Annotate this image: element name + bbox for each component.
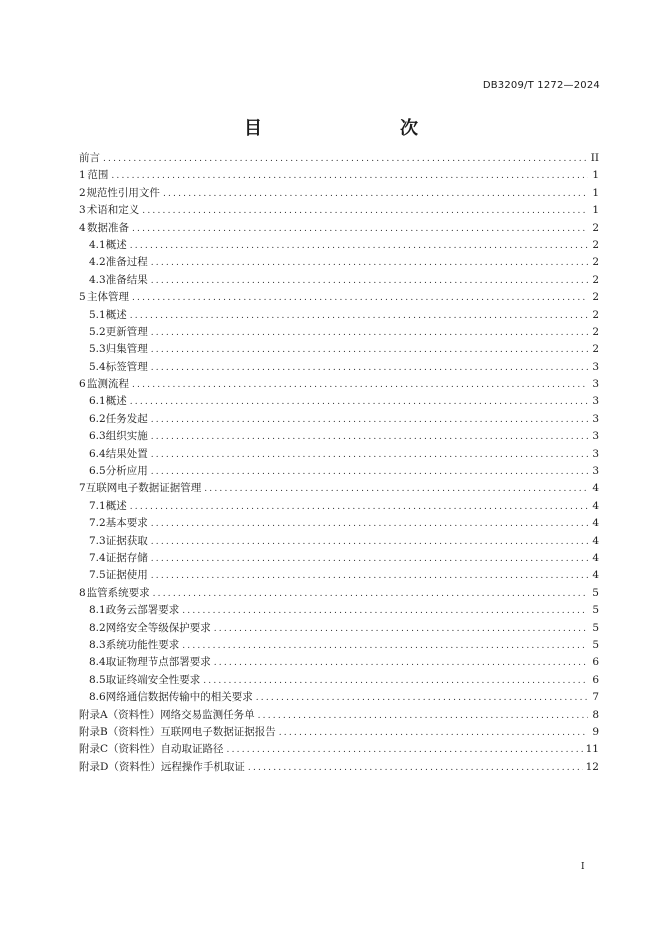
toc-entry[interactable] <box>79 602 599 619</box>
toc-entry-title: 归集管理 <box>105 343 148 356</box>
toc-entry-title: 取证物理节点部署要求 <box>105 656 211 669</box>
toc-entry-page: 4 <box>592 482 599 495</box>
toc-entry[interactable] <box>79 620 599 637</box>
toc-entry[interactable] <box>79 724 599 741</box>
toc-entry[interactable] <box>79 220 599 237</box>
toc-entry-page: 3 <box>592 378 599 391</box>
toc-entry-page: 5 <box>592 621 599 634</box>
toc-entry-title: 更新管理 <box>105 325 148 338</box>
toc-leader-dots <box>182 641 588 651</box>
toc-entry-number: 5.4 <box>89 360 106 373</box>
toc-entry[interactable] <box>79 689 599 706</box>
toc-entry-page: 2 <box>592 221 599 234</box>
toc-entry-number: 4.2 <box>89 256 106 269</box>
toc-entry-page: 9 <box>592 725 599 738</box>
toc-entry[interactable] <box>79 185 599 202</box>
toc-entry-page: 3 <box>592 430 599 443</box>
toc-entry-title: 概述 <box>105 395 127 408</box>
toc-entry-number: 3 <box>79 204 86 217</box>
toc-entry-number: 附录A（资料性） <box>79 708 161 721</box>
page-title: 目 次 <box>244 118 452 139</box>
toc-entry-title: 准备结果 <box>105 273 148 286</box>
toc-entry-page: 12 <box>585 760 599 773</box>
toc-leader-dots <box>130 502 588 512</box>
toc-entry-page: 3 <box>592 395 599 408</box>
toc-leader-dots <box>151 571 588 581</box>
toc-leader-dots <box>248 763 583 773</box>
toc-leader-dots <box>111 171 588 181</box>
toc-entry-title: 分析应用 <box>105 465 148 478</box>
toc-entry-title: 网络通信数据传输中的相关要求 <box>105 691 253 704</box>
toc-entry[interactable] <box>79 550 599 567</box>
table-of-contents <box>79 150 599 776</box>
toc-leader-dots <box>142 206 588 216</box>
toc-leader-dots <box>151 276 588 286</box>
toc-entry-title: 互联网电子数据证据管理 <box>85 482 202 495</box>
toc-entry-page: 2 <box>592 273 599 286</box>
toc-leader-dots <box>163 189 588 199</box>
toc-entry-title: 自动取证路径 <box>160 743 224 756</box>
toc-entry-title: 系统功能性要求 <box>105 638 180 651</box>
toc-entry[interactable] <box>79 202 599 219</box>
toc-entry-number: 6 <box>79 378 86 391</box>
toc-entry-page: 1 <box>592 169 599 182</box>
toc-leader-dots <box>151 450 588 460</box>
toc-entry[interactable] <box>79 167 599 184</box>
toc-leader-dots <box>103 154 588 164</box>
toc-leader-dots <box>151 467 588 477</box>
toc-entry[interactable] <box>79 411 599 428</box>
toc-entry-number: 7.4 <box>89 551 106 564</box>
toc-entry-page: 2 <box>592 308 599 321</box>
toc-entry-number: 5.2 <box>89 325 106 338</box>
toc-entry[interactable] <box>79 463 599 480</box>
toc-entry[interactable] <box>79 498 599 515</box>
toc-entry-title: 概述 <box>105 499 127 512</box>
toc-entry-title: 准备过程 <box>105 256 148 269</box>
toc-entry-number: 7.1 <box>89 499 106 512</box>
toc-entry-number: 6.2 <box>89 412 106 425</box>
toc-leader-dots <box>153 589 588 599</box>
toc-entry-page: 4 <box>592 499 599 512</box>
toc-entry-number: 附录C（资料性） <box>79 743 161 756</box>
toc-leader-dots <box>151 345 588 355</box>
toc-entry-page: 4 <box>592 551 599 564</box>
toc-entry-title: 数据准备 <box>86 221 129 234</box>
page-number: I <box>581 862 585 872</box>
toc-entry-number: 5.1 <box>89 308 106 321</box>
toc-entry-number: 4 <box>79 221 86 234</box>
toc-entry-title: 规范性引用文件 <box>86 186 160 199</box>
toc-entry-title: 术语和定义 <box>86 204 140 217</box>
toc-entry-title: 监管系统要求 <box>86 586 150 599</box>
toc-entry-page: 3 <box>592 465 599 478</box>
toc-entry[interactable] <box>79 272 599 289</box>
toc-entry-page: 11 <box>585 743 599 756</box>
toc-leader-dots <box>227 745 583 755</box>
toc-entry-number: 8.1 <box>89 604 106 617</box>
toc-entry-number: 附录B（资料性） <box>79 725 161 738</box>
toc-entry-number: 附录D（资料性） <box>79 760 161 773</box>
toc-entry-number: 6.4 <box>89 447 106 460</box>
toc-entry-title: 标签管理 <box>105 360 148 373</box>
toc-entry-title: 网络交易监测任务单 <box>160 708 255 721</box>
toc-leader-dots <box>214 624 588 634</box>
toc-entry[interactable] <box>79 741 599 758</box>
toc-entry-page: 1 <box>592 186 599 199</box>
toc-entry[interactable] <box>79 359 599 376</box>
toc-entry[interactable] <box>79 307 599 324</box>
toc-entry-page: 6 <box>592 656 599 669</box>
toc-entry[interactable] <box>79 376 599 393</box>
toc-entry-number: 8.3 <box>89 638 106 651</box>
toc-entry[interactable] <box>79 324 599 341</box>
toc-entry-page: 5 <box>592 638 599 651</box>
toc-entry-number: 6.5 <box>89 465 106 478</box>
toc-entry-page: II <box>590 152 599 164</box>
toc-entry-page: 6 <box>592 673 599 686</box>
toc-entry-number: 6.1 <box>89 395 106 408</box>
toc-entry-number: 7.2 <box>89 517 106 530</box>
toc-entry-title: 基本要求 <box>105 517 148 530</box>
toc-entry-page: 2 <box>592 291 599 304</box>
toc-leader-dots <box>151 432 588 442</box>
toc-leader-dots <box>204 484 588 494</box>
toc-entry-number: 4.1 <box>89 238 106 251</box>
toc-entry-title: 监测流程 <box>86 378 129 391</box>
toc-entry-page: 4 <box>592 569 599 582</box>
toc-entry[interactable] <box>79 515 599 532</box>
toc-entry-title: 证据使用 <box>105 569 148 582</box>
toc-entry[interactable] <box>79 654 599 671</box>
toc-entry-number: 7.3 <box>89 534 106 547</box>
toc-entry-page: 2 <box>592 238 599 251</box>
toc-leader-dots <box>279 728 588 738</box>
toc-entry-title: 政务云部署要求 <box>105 604 180 617</box>
toc-entry[interactable] <box>79 480 599 497</box>
toc-entry-title: 主体管理 <box>86 291 129 304</box>
toc-entry-number: 7 <box>79 482 86 495</box>
toc-entry-page: 2 <box>592 343 599 356</box>
toc-entry-number: 2 <box>79 186 86 199</box>
toc-entry-title: 概述 <box>105 308 127 321</box>
toc-entry-title: 范围 <box>87 169 109 182</box>
toc-entry-page: 2 <box>592 325 599 338</box>
toc-entry-title: 证据获取 <box>105 534 148 547</box>
toc-entry-number: 4.3 <box>89 273 106 286</box>
toc-leader-dots <box>151 519 588 529</box>
toc-entry-page: 5 <box>592 604 599 617</box>
toc-entry[interactable] <box>79 446 599 463</box>
toc-leader-dots <box>182 606 588 616</box>
toc-entry[interactable] <box>79 672 599 689</box>
toc-entry-title: 证据存储 <box>105 551 148 564</box>
toc-leader-dots <box>132 224 588 234</box>
toc-leader-dots <box>130 397 588 407</box>
toc-entry[interactable] <box>79 393 599 410</box>
toc-entry[interactable] <box>79 150 599 167</box>
toc-entry-title: 前言 <box>79 152 100 164</box>
toc-entry-page: 3 <box>592 412 599 425</box>
toc-entry[interactable] <box>79 237 599 254</box>
toc-leader-dots <box>130 241 588 251</box>
toc-entry-page: 3 <box>592 360 599 373</box>
toc-entry-title: 取证终端安全性要求 <box>105 673 201 686</box>
toc-entry-title: 远程操作手机取证 <box>160 760 245 773</box>
toc-entry-page: 3 <box>592 447 599 460</box>
toc-entry-page: 8 <box>592 708 599 721</box>
toc-entry[interactable] <box>79 428 599 445</box>
toc-entry-number: 8 <box>79 586 86 599</box>
toc-leader-dots <box>151 537 588 547</box>
toc-leader-dots <box>132 293 588 303</box>
toc-entry-number: 8.5 <box>89 673 106 686</box>
toc-entry-number: 6.3 <box>89 430 106 443</box>
toc-entry-page: 4 <box>592 534 599 547</box>
toc-entry-title: 概述 <box>105 238 127 251</box>
toc-entry[interactable] <box>79 341 599 358</box>
toc-leader-dots <box>256 693 588 703</box>
toc-entry-title: 组织实施 <box>105 430 148 443</box>
toc-entry-number: 5 <box>79 291 86 304</box>
document-code: DB3209/T 1272—2024 <box>482 80 600 91</box>
toc-entry-number: 8.6 <box>89 691 106 704</box>
toc-entry[interactable] <box>79 289 599 306</box>
toc-entry-title: 结果处置 <box>105 447 148 460</box>
toc-entry-page: 1 <box>592 204 599 217</box>
toc-leader-dots <box>214 658 588 668</box>
toc-entry[interactable] <box>79 585 599 602</box>
toc-leader-dots <box>151 415 588 425</box>
toc-entry[interactable] <box>79 254 599 271</box>
toc-entry-page: 4 <box>592 517 599 530</box>
toc-entry-number: 5.3 <box>89 343 106 356</box>
toc-entry-title: 互联网电子数据证据报告 <box>160 725 276 738</box>
toc-entry-number: 7.5 <box>89 569 106 582</box>
toc-leader-dots <box>130 311 588 321</box>
toc-entry[interactable] <box>79 637 599 654</box>
toc-leader-dots <box>258 711 588 721</box>
toc-leader-dots <box>151 328 588 338</box>
toc-leader-dots <box>151 554 588 564</box>
toc-entry-page: 7 <box>592 691 599 704</box>
toc-leader-dots <box>203 676 588 686</box>
toc-entry-page: 5 <box>592 586 599 599</box>
toc-leader-dots <box>151 363 588 373</box>
toc-leader-dots <box>132 380 588 390</box>
toc-entry-title: 任务发起 <box>105 412 148 425</box>
toc-entry-number: 1 <box>79 169 86 182</box>
toc-leader-dots <box>151 258 588 268</box>
toc-entry-number: 8.2 <box>89 621 106 634</box>
toc-entry-title: 网络安全等级保护要求 <box>105 621 211 634</box>
toc-entry[interactable] <box>79 707 599 724</box>
toc-entry[interactable] <box>79 567 599 584</box>
toc-entry[interactable] <box>79 759 599 776</box>
toc-entry-page: 2 <box>592 256 599 269</box>
toc-entry-number: 8.4 <box>89 656 106 669</box>
toc-entry[interactable] <box>79 533 599 550</box>
